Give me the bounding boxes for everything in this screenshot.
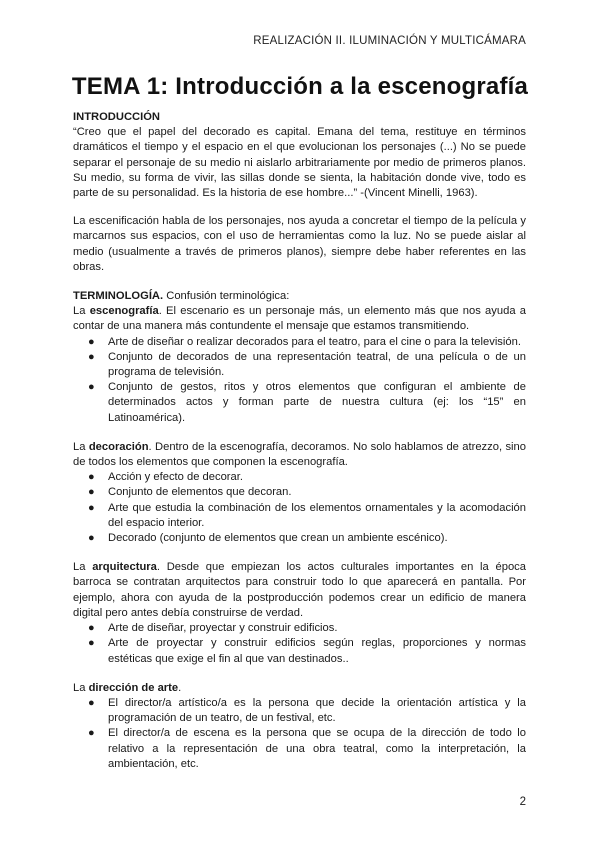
bullet-icon: ●	[88, 637, 95, 650]
decoracion-paragraph: La decoración. Dentro de la escenografía, decoramos. No solo hablamos de atrezzo, sino de todos los elementos que componen la escenografía.	[73, 440, 526, 469]
list-item: ● Arte de diseñar o realizar decorados para el teatro, para el cine o para la televisión.	[73, 335, 526, 350]
terminology-heading: TERMINOLOGÍA.	[73, 290, 164, 303]
direccion-arte-paragraph: La dirección de arte.	[73, 681, 182, 694]
list-item: ● El director/a artístico/a es la persona que decide la orientación artística y la programación de un teatro, de un festival, etc.	[88, 696, 526, 725]
escenografia-list	[73, 335, 526, 426]
list-item: ● Arte de diseñar, proyectar y construir edificios.	[73, 621, 526, 636]
running-header: REALIZACIÓN II. ILUMINACIÓN Y MULTICÁMARA	[253, 35, 526, 47]
bullet-icon: ●	[88, 501, 95, 514]
list-item: ● Arte de proyectar y construir edificios según reglas, proporciones y normas estéticas que exige el fin al que van destinados..	[88, 637, 526, 665]
bullet-icon: ●	[88, 335, 95, 348]
bullet-icon: ●	[88, 350, 95, 363]
list-item: ● El director/a de escena es la persona que se ocupa de la dirección de todo lo relativo a la representación de una obra teatral, como la interpretación, la ambientación, etc.	[88, 727, 526, 770]
intro-paragraph: La escenificación habla de los personajes, nos ayuda a concretar el tiempo de la película y marcarnos sus espacios, con el uso de herramientas como la luz. No se puede aislar al medio (usualmente a través de primeros planos), siempre debe haber referentes en las obras.	[73, 215, 526, 273]
terminology-line	[73, 289, 526, 304]
bullet-icon: ●	[88, 622, 95, 635]
intro-heading: INTRODUCCIÓN	[73, 111, 161, 123]
page-title: TEMA 1: Introducción a la escenografía	[71, 73, 529, 100]
escenografia-paragraph: La escenografía. El escenario es un personaje más, un elemento más que nos ayuda a contar de una manera más contundente el mensaje que estamos transmitiendo.	[73, 305, 526, 333]
decoracion-term: decoración	[88, 440, 149, 453]
bullet-icon: ●	[88, 532, 95, 545]
bullet-icon: ●	[88, 486, 95, 499]
document-body	[73, 110, 526, 772]
intro-quote: “Creo que el papel del decorado es capital. Emana del tema, restituye en términos dramáticos el tiempo y el espacio en el que evolucionan los personajes (...) No se puede separar el personaje de su medio ni aislarlo arbitrariamente por medio de primeros planos. Su medio, su forma de vivir, las sillas donde se sienta, la habitación donde vive, todo es parte de su personalidad. Es la historia de ese hombre...” -(Vincent Minelli, 1963).	[73, 126, 526, 200]
arquitectura-list	[73, 621, 526, 667]
terminology-subtitle: Confusión terminológica:	[163, 290, 290, 303]
list-item: ● Conjunto de decorados de una representación teatral, de una película o de un programa de televisión.	[88, 350, 526, 379]
list-item: ● Conjunto de elementos que decoran.	[73, 485, 526, 500]
list-item: ● Decorado (conjunto de elementos que crean un ambiente escénico).	[73, 531, 526, 546]
list-item: ● Arte que estudia la combinación de los elementos ornamentales y la acomodación del espacio interior.	[88, 501, 526, 529]
list-item: ● Conjunto de gestos, ritos y otros elementos que configuran el ambiente de determinados actos y forman parte de nuestra cultura (ej: los “15” en Latinoamérica).	[88, 381, 526, 424]
bullet-icon: ●	[88, 471, 95, 484]
page-number: 2	[519, 796, 526, 808]
direccion-arte-term: dirección de arte	[88, 681, 179, 694]
arquitectura-term: arquitectura	[92, 561, 157, 574]
direccion-arte-list	[73, 696, 526, 772]
escenografia-term: escenografía	[89, 305, 159, 318]
bullet-icon: ●	[88, 727, 95, 740]
bullet-icon: ●	[88, 696, 95, 709]
bullet-icon: ●	[88, 381, 95, 394]
arquitectura-paragraph: La arquitectura. Desde que empiezan los actos culturales importantes en la época barroca se contratan arquitectos para construir todo lo que aparecerá en pantalla. Por ejemplo, ahora con ayuda de la postproducción podemos crear un edificio de manera digital pero antes debía construirse de verdad.	[73, 561, 526, 619]
list-item: ● Acción y efecto de decorar.	[73, 470, 526, 485]
decoracion-list	[73, 470, 526, 546]
